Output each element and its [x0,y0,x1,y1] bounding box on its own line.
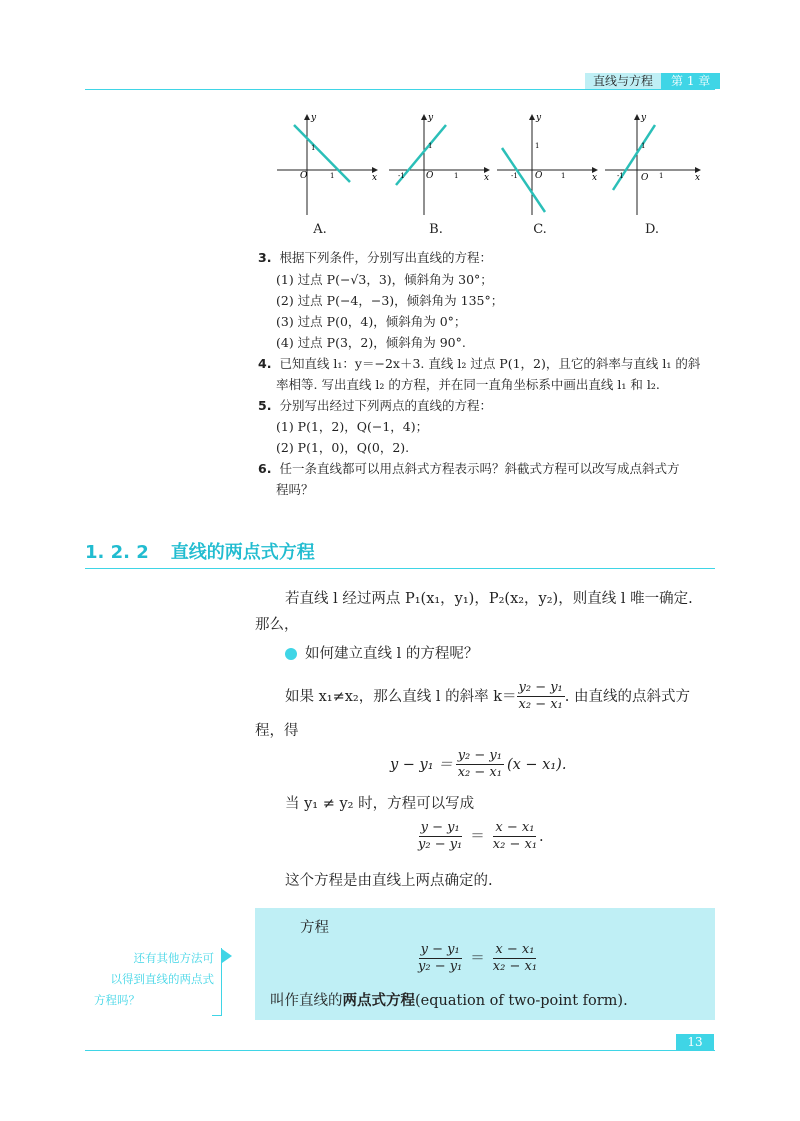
graph-d-line [613,125,655,190]
tick-label: 1 [561,172,566,180]
origin-label: O [300,171,308,181]
exercise-3-item-3: (3) 过点 P(0，4)，倾斜角为 0°； [276,314,467,329]
equation-left-fraction [416,820,464,853]
equation-period: . [539,828,544,845]
fraction-numerator: y − y₁ [420,942,460,957]
slope-fraction [517,680,565,713]
graph-c [497,110,607,220]
axis-x-label: x [592,173,598,183]
paragraph-2-post: . 由直线的点斜式方 [564,688,690,705]
equation-right-fraction [491,820,539,853]
exercise-5-item-2: (2) P(1，0)，Q(0，2). [276,440,410,455]
fraction-numerator: y₂ − y₁ [457,748,502,763]
fraction-numerator: y₂ − y₁ [518,680,563,695]
tick-label: 1 [330,172,335,180]
graph-a [272,110,382,220]
section-number: 1. 2. 2 [85,542,149,563]
axis-y-label: y [536,113,542,123]
definition-label: 方程 [300,920,329,936]
section-title [85,538,315,564]
exercise-text: 根据下列条件，分别写出直线的方程： [279,250,492,265]
equation-left: y − y₁ ＝ [390,756,453,773]
fraction-denominator: y₂ − y₁ [418,837,463,852]
tick-label: -1 [617,172,624,180]
axis-x-label: x [372,173,378,183]
fraction-denominator: y₂ − y₁ [418,959,463,974]
paragraph-4: 这个方程是由直线上两点确定的. [285,873,493,889]
axis-y-label: y [641,113,647,123]
graph-label-b: B. [429,222,443,237]
sidenote-line: 还有其他方法可 [133,951,214,965]
bullet-icon [285,648,297,660]
equation-right: (x − x₁). [506,756,567,773]
question-text: 如何建立直线 l 的方程呢？ [305,646,479,662]
equation-left-fraction [416,942,464,975]
definition-equation [416,942,539,975]
equals-sign: ＝ [470,828,485,845]
page-number: 13 [676,1034,714,1050]
sidenote-line: 方程吗？ [94,993,140,1007]
paragraph-1-line-2: 那么， [255,617,299,633]
paragraph-2-line-2: 程，得 [255,723,299,739]
tick-label: 1 [659,172,664,180]
sidenote-bracket [212,948,222,1016]
equation-right-fraction [491,942,539,975]
tick-label: 1 [641,142,646,150]
header-chapter: 第 1 章 [661,73,720,89]
tick-label: -1 [511,172,518,180]
fraction-denominator: x₂ − x₁ [492,959,538,974]
tick-label: 1 [428,142,433,150]
exercise-5-item-1: (1) P(1，2)，Q(−1，4)； [276,419,429,434]
header-title: 直线与方程 [585,73,661,89]
axis-y-label: y [311,113,317,123]
exercise-3-item-1: (1) 过点 P(−√3，3)，倾斜角为 30°； [276,272,493,287]
origin-label: O [426,171,434,181]
paragraph-1-line-1: 若直线 l 经过两点 P₁(x₁，y₁)，P₂(x₂，y₂)，则直线 l 唯一确定. [285,591,693,607]
running-header [585,73,720,89]
exercise-number: 6. [258,461,272,476]
tick-label: 1 [535,142,540,150]
equation-point-slope [390,748,566,781]
exercise-3 [258,249,728,266]
tick-label: -1 [398,172,405,180]
exercise-3-item-4: (4) 过点 P(3，2)，倾斜角为 90°. [276,335,466,350]
definition-term: 两点式方程 [342,993,415,1009]
fraction-numerator: x − x₁ [495,942,535,957]
graph-label-a: A. [313,222,327,237]
question-line [285,643,478,665]
exercise-number: 5. [258,398,272,413]
axis-y-label: y [428,113,434,123]
section-name: 直线的两点式方程 [170,542,315,563]
sidenote [86,948,214,1011]
exercise-5 [258,397,728,414]
axis-x-label: x [695,173,701,183]
exercise-number: 4. [258,356,272,371]
axis-x-label: x [484,173,490,183]
graph-label-d: D. [644,222,660,237]
graph-label-c: C. [533,222,547,237]
exercise-3-item-2: (2) 过点 P(−4，−3)，倾斜角为 135°； [276,293,504,308]
exercise-text: 分别写出经过下列两点的直线的方程： [279,398,492,413]
section-rule [85,568,715,569]
fraction-denominator: x₂ − x₁ [492,837,538,852]
sidenote-line: 以得到直线的两点式 [110,972,214,986]
exercise-6-line2: 程吗？ [276,482,314,497]
equation-fraction [456,748,504,781]
tick-label: 1 [311,144,316,152]
fraction-numerator: x − x₁ [495,820,535,835]
footer-rule [85,1050,715,1051]
origin-label: O [641,173,649,183]
definition-sentence [270,990,628,1012]
paragraph-2 [285,680,690,713]
fraction-denominator: x₂ − x₁ [518,697,563,712]
definition-english: (equation of two-point form). [415,993,628,1009]
definition-pre: 叫作直线的 [270,993,343,1009]
fraction-denominator: x₂ − x₁ [457,765,502,780]
fraction-numerator: y − y₁ [420,820,460,835]
graph-d [605,110,715,220]
header-rule [85,89,715,90]
exercise-4-line2: 率相等. 写出直线 l₂ 的方程，并在同一直角坐标系中画出直线 l₁ 和 l₂. [276,377,660,392]
equals-sign: ＝ [470,950,485,967]
graph-b [384,110,494,220]
exercise-text: 任一条直线都可以用点斜式方程表示吗？斜截式方程可以改写成点斜式方 [279,461,680,476]
paragraph-2-pre: 如果 x₁≠x₂，那么直线 l 的斜率 k＝ [285,688,517,705]
origin-label: O [535,171,543,181]
sidenote-arrow-icon [222,949,232,963]
tick-label: 1 [454,172,459,180]
exercise-4 [258,355,728,372]
equation-two-point [416,820,544,853]
exercise-6 [258,460,728,477]
paragraph-3: 当 y₁ ≠ y₂ 时，方程可以写成 [285,796,475,812]
exercise-number: 3. [258,250,272,265]
exercise-text: 已知直线 l₁：y＝−2x＋3. 直线 l₂ 过点 P(1，2)，且它的斜率与直线 l₁ 的斜 [279,356,701,371]
